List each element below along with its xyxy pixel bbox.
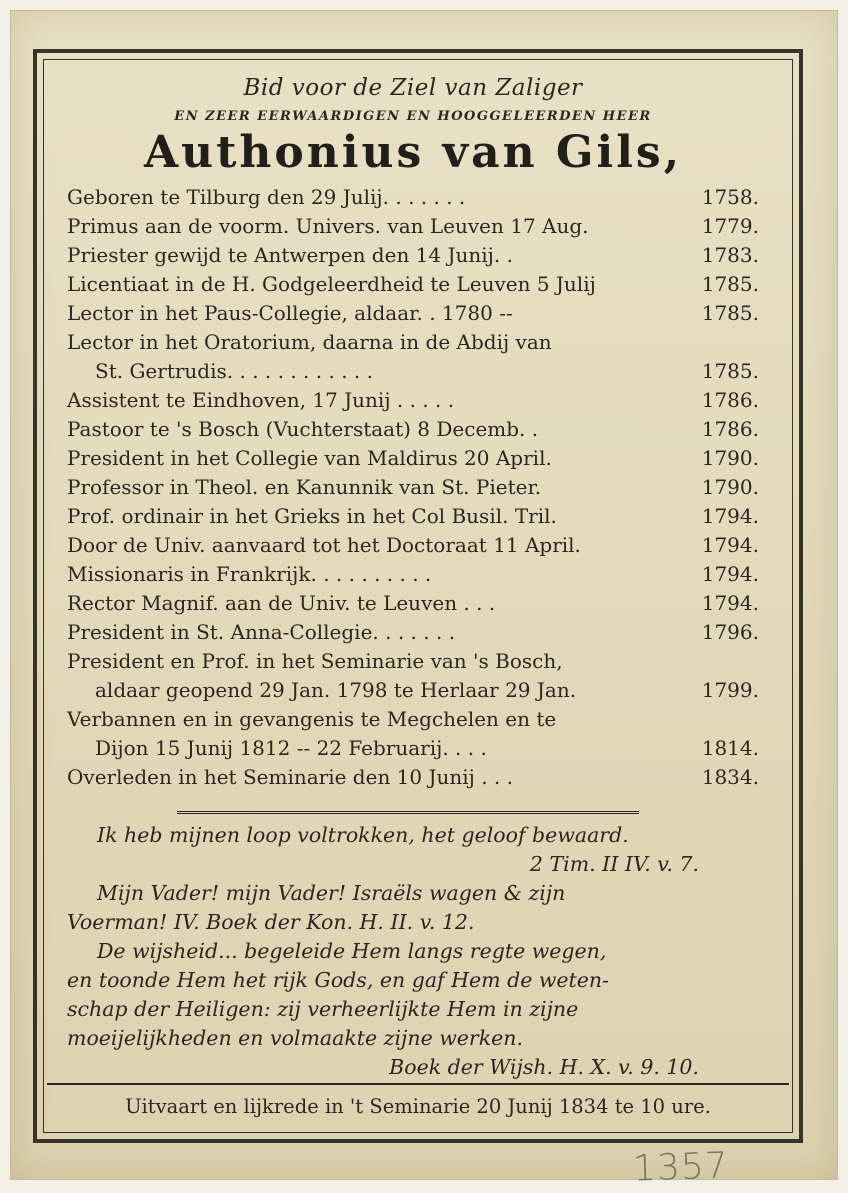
entry-year: 1799. bbox=[701, 678, 759, 702]
entry-text: Assistent te Eindhoven, 17 Junij . . . . . bbox=[67, 388, 455, 412]
entry-year: 1814. bbox=[701, 736, 759, 760]
verse-line: Mijn Vader! mijn Vader! Israëls wagen & zijn bbox=[97, 881, 566, 905]
entry-text: Door de Univ. aanvaard tot het Doctoraat 11 April. bbox=[67, 533, 581, 557]
entry-row bbox=[67, 591, 759, 620]
entry-text: President en Prof. in het Seminarie van 's Bosch, bbox=[67, 649, 563, 673]
catalog-number: 1357 bbox=[632, 1145, 730, 1190]
verse-line: 2 Tim. II IV. v. 7. bbox=[529, 852, 699, 876]
verse-line: Voerman! IV. Boek der Kon. H. II. v. 12. bbox=[67, 910, 475, 934]
scripture-verses bbox=[67, 823, 759, 1084]
entry-text: Dijon 15 Junij 1812 -- 22 Februarij. . . . bbox=[95, 736, 487, 760]
entry-row bbox=[67, 765, 759, 794]
entry-year: 1786. bbox=[701, 417, 759, 441]
entry-row bbox=[67, 620, 759, 649]
entry-text: Verbannen en in gevangenis te Megchelen en te bbox=[67, 707, 557, 731]
deceased-name: Authonius van Gils, bbox=[143, 127, 683, 178]
entry-year: 1796. bbox=[701, 620, 759, 644]
biography-entries bbox=[67, 185, 759, 794]
verse-line: schap der Heiligen: zij verheerlijkte Hem in zijne bbox=[67, 997, 579, 1021]
entry-text: President in St. Anna-Collegie. . . . . . . bbox=[67, 620, 456, 644]
entry-row bbox=[67, 272, 759, 301]
entry-row bbox=[67, 214, 759, 243]
entry-text: Pastoor te 's Bosch (Vuchterstaat) 8 Decemb. . bbox=[67, 417, 539, 441]
entry-year: 1783. bbox=[701, 243, 759, 267]
separator-rule bbox=[177, 811, 639, 814]
entry-text: St. Gertrudis. . . . . . . . . . . . bbox=[95, 359, 373, 383]
entry-row bbox=[67, 736, 759, 765]
entry-year: 1790. bbox=[701, 446, 759, 470]
entry-row bbox=[67, 417, 759, 446]
entry-row bbox=[67, 243, 759, 272]
funeral-notice: Uitvaart en lijkrede in 't Seminarie 20 Junij 1834 te 10 ure. bbox=[125, 1095, 711, 1118]
entry-row bbox=[67, 533, 759, 562]
verse-line: moeijelijkheden en volmaakte zijne werken. bbox=[67, 1026, 523, 1050]
entry-year: 1785. bbox=[701, 359, 759, 383]
verse-line: De wijsheid... begeleide Hem langs regte wegen, bbox=[97, 939, 607, 963]
entry-row bbox=[67, 649, 759, 678]
entry-row bbox=[67, 388, 759, 417]
entry-year: 1790. bbox=[701, 475, 759, 499]
entry-row bbox=[67, 678, 759, 707]
entry-text: Prof. ordinair in het Grieks in het Col Busil. Tril. bbox=[67, 504, 557, 528]
entry-row bbox=[67, 446, 759, 475]
entry-text: Priester gewijd te Antwerpen den 14 Junij. . bbox=[67, 243, 513, 267]
entry-year: 1786. bbox=[701, 388, 759, 412]
entry-text: Licentiaat in de H. Godgeleerdheid te Leuven 5 Julij bbox=[67, 272, 596, 296]
entry-text: Rector Magnif. aan de Univ. te Leuven . . . bbox=[67, 591, 496, 615]
entry-row bbox=[67, 475, 759, 504]
entry-text: Overleden in het Seminarie den 10 Junij . . . bbox=[67, 765, 514, 789]
entry-row bbox=[67, 707, 759, 736]
entry-text: President in het Collegie van Maldirus 20 April. bbox=[67, 446, 552, 470]
entry-year: 1834. bbox=[701, 765, 759, 789]
entry-row bbox=[67, 504, 759, 533]
entry-text: Primus aan de voorm. Univers. van Leuven 17 Aug. bbox=[67, 214, 589, 238]
entry-year: 1779. bbox=[701, 214, 759, 238]
heading-title-line: EN ZEER EERWAARDIGEN EN HOOGGELEERDEN HEER bbox=[174, 109, 652, 124]
heading-prayer-line: Bid voor de Ziel van Zaliger bbox=[243, 75, 583, 101]
entry-row bbox=[67, 301, 759, 330]
entry-text: Lector in het Paus-Collegie, aldaar. . 1780 -- bbox=[67, 301, 513, 325]
entry-row bbox=[67, 185, 759, 214]
card-outer-border bbox=[33, 49, 803, 1143]
entry-row bbox=[67, 562, 759, 591]
footer-rule bbox=[47, 1083, 789, 1085]
entry-year: 1794. bbox=[701, 591, 759, 615]
entry-year: 1785. bbox=[701, 272, 759, 296]
memorial-card bbox=[10, 10, 838, 1190]
entry-year: 1794. bbox=[701, 562, 759, 586]
verse-line: Boek der Wijsh. H. X. v. 9. 10. bbox=[389, 1055, 699, 1079]
entry-text: Lector in het Oratorium, daarna in de Abdij van bbox=[67, 330, 552, 354]
entry-year: 1758. bbox=[701, 185, 759, 209]
verse-line: en toonde Hem het rijk Gods, en gaf Hem de weten- bbox=[67, 968, 610, 992]
entry-text: Professor in Theol. en Kanunnik van St. Pieter. bbox=[67, 475, 542, 499]
entry-text: aldaar geopend 29 Jan. 1798 te Herlaar 29 Jan. bbox=[95, 678, 577, 702]
entry-row bbox=[67, 359, 759, 388]
verse-line: Ik heb mijnen loop voltrokken, het geloof bewaard. bbox=[97, 823, 629, 847]
entry-text: Missionaris in Frankrijk. . . . . . . . . . bbox=[67, 562, 432, 586]
entry-year: 1794. bbox=[701, 533, 759, 557]
entry-text: Geboren te Tilburg den 29 Julij. . . . . . . bbox=[67, 185, 466, 209]
entry-row bbox=[67, 330, 759, 359]
entry-year: 1785. bbox=[701, 301, 759, 325]
entry-year: 1794. bbox=[701, 504, 759, 528]
